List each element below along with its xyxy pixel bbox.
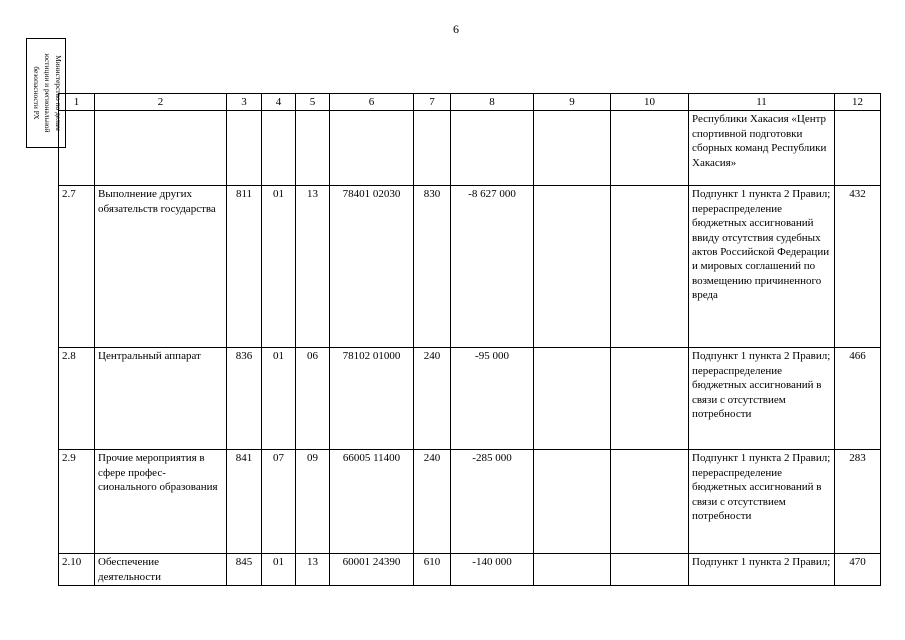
header-cell: 8 xyxy=(451,94,534,111)
cell-expense-type: 240 xyxy=(414,450,451,554)
cell-basis: Республики Хакасия «Центр спортивной подготовки сборных команд Республики Хакасия» xyxy=(689,111,835,186)
table-row xyxy=(59,348,881,450)
cell-col9 xyxy=(534,348,611,450)
cell-target: 60001 24390 xyxy=(330,554,414,586)
cell-number xyxy=(59,111,95,186)
cell-amount: -95 000 xyxy=(451,348,534,450)
cell-amount: -285 000 xyxy=(451,450,534,554)
cell-col10 xyxy=(611,186,689,348)
cell-col9 xyxy=(534,111,611,186)
cell-subsection: 13 xyxy=(296,554,330,586)
stamp-line: безопасности РХ xyxy=(32,66,41,120)
header-cell: 12 xyxy=(835,94,881,111)
cell-name: Прочие мероприятия в сфере профес-сионального образования xyxy=(95,450,227,554)
cell-section: 01 xyxy=(262,186,296,348)
cell-col10 xyxy=(611,450,689,554)
cell-subsection: 09 xyxy=(296,450,330,554)
header-cell: 4 xyxy=(262,94,296,111)
cell-ministry: 845 xyxy=(227,554,262,586)
cell-subsection: 13 xyxy=(296,186,330,348)
header-cell: 7 xyxy=(414,94,451,111)
cell-number: 2.9 xyxy=(59,450,95,554)
stamp-line: юстиции и региональной xyxy=(43,53,52,133)
cell-col10 xyxy=(611,111,689,186)
cell-name: Обеспечение деятельности xyxy=(95,554,227,586)
header-cell: 6 xyxy=(330,94,414,111)
stamp-line: Министерство по делам xyxy=(54,55,63,131)
cell-expense-type: 830 xyxy=(414,186,451,348)
cell-col10 xyxy=(611,554,689,586)
cell-ministry xyxy=(227,111,262,186)
cell-section xyxy=(262,111,296,186)
cell-ministry: 841 xyxy=(227,450,262,554)
cell-target: 66005 11400 xyxy=(330,450,414,554)
header-row xyxy=(59,94,881,111)
cell-amount: -8 627 000 xyxy=(451,186,534,348)
cell-amount xyxy=(451,111,534,186)
cell-number: 2.7 xyxy=(59,186,95,348)
budget-table xyxy=(58,93,881,586)
cell-section: 01 xyxy=(262,554,296,586)
cell-name xyxy=(95,111,227,186)
cell-ministry: 811 xyxy=(227,186,262,348)
cell-col12: 466 xyxy=(835,348,881,450)
cell-target: 78401 02030 xyxy=(330,186,414,348)
cell-basis: Подпункт 1 пункта 2 Правил; перераспределение бюджетных ассигнований в связи с отсутствием потребности xyxy=(689,348,835,450)
cell-section: 01 xyxy=(262,348,296,450)
cell-number: 2.10 xyxy=(59,554,95,586)
cell-basis: Подпункт 1 пункта 2 Правил; перераспределение бюджетных ассигнований ввиду отсутствия судебных актов Российской Федерации и мировых соглашений по возмещению причиненного вреда xyxy=(689,186,835,348)
cell-section: 07 xyxy=(262,450,296,554)
cell-col12: 283 xyxy=(835,450,881,554)
header-cell: 10 xyxy=(611,94,689,111)
header-cell: 2 xyxy=(95,94,227,111)
cell-basis: Подпункт 1 пункта 2 Правил; xyxy=(689,554,835,586)
cell-col9 xyxy=(534,186,611,348)
table-row xyxy=(59,450,881,554)
cell-subsection xyxy=(296,111,330,186)
cell-subsection: 06 xyxy=(296,348,330,450)
table-row xyxy=(59,554,881,586)
cell-col10 xyxy=(611,348,689,450)
header-cell: 11 xyxy=(689,94,835,111)
header-cell: 3 xyxy=(227,94,262,111)
cell-number: 2.8 xyxy=(59,348,95,450)
table-row xyxy=(59,111,881,186)
cell-col12: 470 xyxy=(835,554,881,586)
cell-ministry: 836 xyxy=(227,348,262,450)
cell-amount: -140 000 xyxy=(451,554,534,586)
cell-target: 78102 01000 xyxy=(330,348,414,450)
cell-name: Центральный аппарат xyxy=(95,348,227,450)
cell-expense-type: 610 xyxy=(414,554,451,586)
header-cell: 9 xyxy=(534,94,611,111)
cell-col12: 432 xyxy=(835,186,881,348)
header-cell: 5 xyxy=(296,94,330,111)
cell-basis: Подпункт 1 пункта 2 Правил; перераспределение бюджетных ассигнований в связи с отсутствием потребности xyxy=(689,450,835,554)
cell-target xyxy=(330,111,414,186)
header-cell: 1 xyxy=(59,94,95,111)
cell-col9 xyxy=(534,554,611,586)
cell-col9 xyxy=(534,450,611,554)
cell-name: Выполнение других обязательств государства xyxy=(95,186,227,348)
cell-expense-type: 240 xyxy=(414,348,451,450)
cell-col12 xyxy=(835,111,881,186)
page-number: 6 xyxy=(453,22,459,36)
cell-expense-type xyxy=(414,111,451,186)
table-row xyxy=(59,186,881,348)
